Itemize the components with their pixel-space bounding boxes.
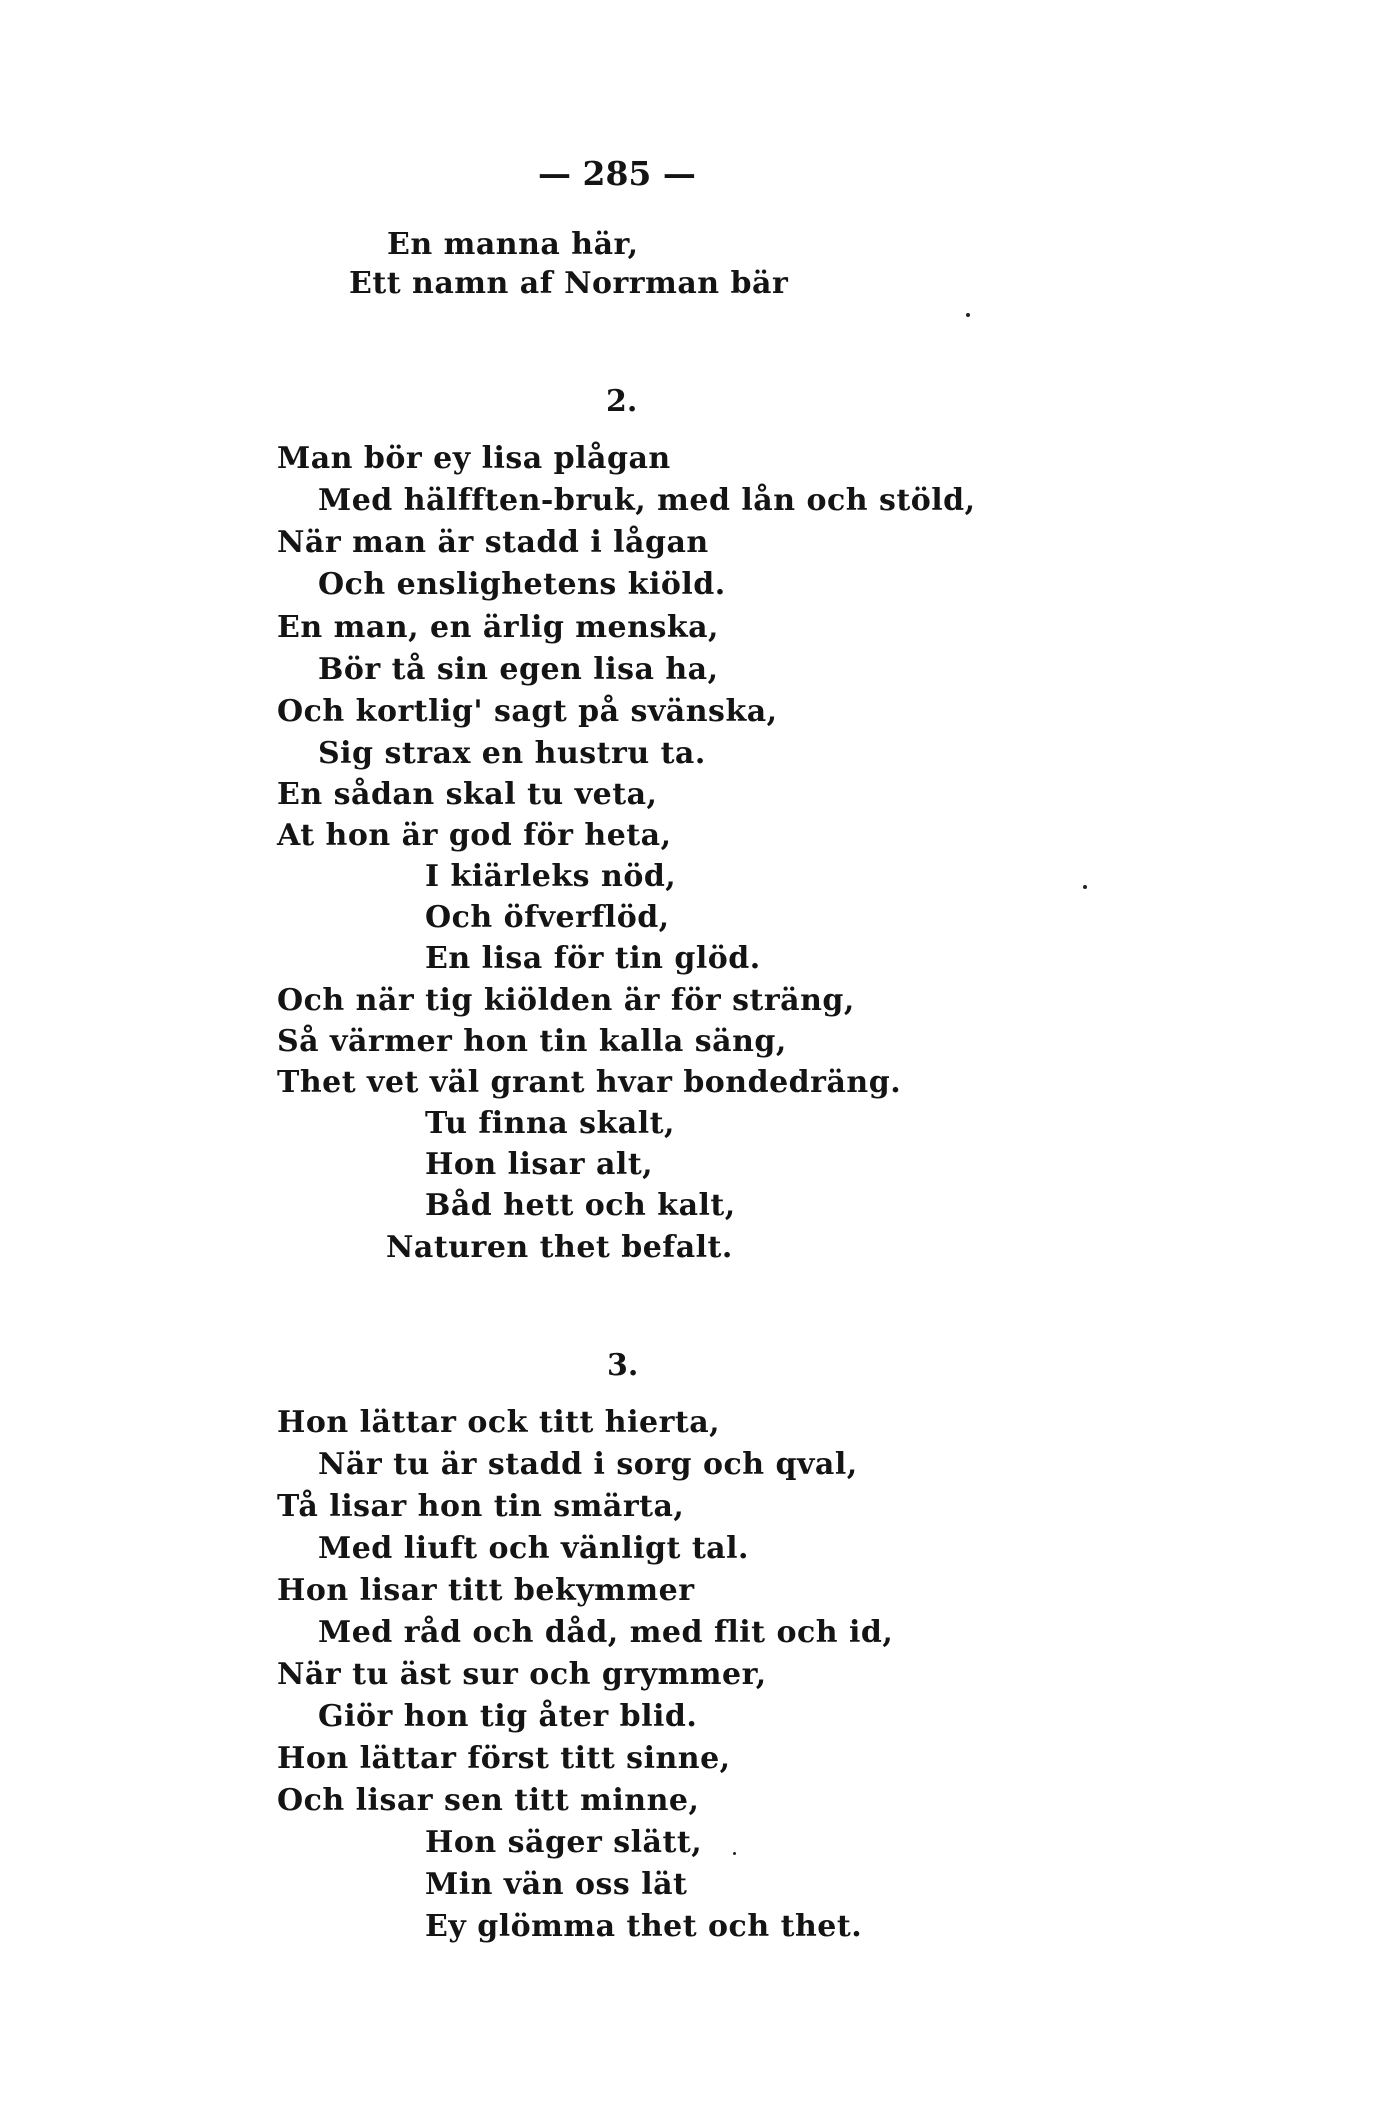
verse-line: Med liuft och vänligt tal. (318, 1531, 749, 1566)
section-number: 3. (607, 1348, 639, 1383)
verse-line: Och enslighetens kiöld. (318, 567, 726, 602)
verse-line: Hon lisar titt bekymmer (277, 1573, 695, 1608)
ink-speck (733, 1852, 736, 1855)
verse-line: Ey glömma thet och thet. (425, 1909, 863, 1944)
verse-line: En sådan skal tu veta, (277, 777, 658, 812)
section-number: 2. (606, 384, 638, 419)
verse-line: Hon säger slätt, (425, 1825, 703, 1860)
intro-line: Ett namn af Norrman bär (349, 266, 789, 301)
verse-line: Hon lättar först titt sinne, (277, 1741, 731, 1776)
verse-line: Min vän oss lät (425, 1867, 688, 1902)
verse-line: Så värmer hon tin kalla säng, (277, 1024, 787, 1059)
verse-line: Bör tå sin egen lisa ha, (318, 652, 719, 687)
verse-line: I kiärleks nöd, (425, 859, 677, 894)
verse-line: Thet vet väl grant hvar bondedräng. (277, 1065, 902, 1100)
verse-line: En man, en ärlig menska, (277, 610, 720, 645)
verse-line: När man är stadd i lågan (277, 525, 709, 560)
verse-line: Man bör ey lisa plågan (277, 441, 671, 476)
page-number: — 285 — (538, 154, 696, 193)
verse-line: Tu finna skalt, (425, 1106, 675, 1141)
verse-line: När tu är stadd i sorg och qval, (318, 1447, 858, 1482)
verse-line: Sig strax en hustru ta. (318, 736, 706, 771)
verse-line: Hon lättar ock titt hierta, (277, 1405, 721, 1440)
verse-line: Med råd och dåd, med flit och id, (318, 1615, 894, 1650)
verse-line: Och kortlig' sagt på svänska, (277, 694, 778, 729)
verse-line: När tu äst sur och grymmer, (277, 1657, 767, 1692)
verse-line: At hon är god för heta, (277, 818, 672, 853)
verse-line: Naturen thet befalt. (386, 1230, 733, 1265)
verse-line: Hon lisar alt, (425, 1147, 654, 1182)
verse-line: Och lisar sen titt minne, (277, 1783, 700, 1818)
ink-speck (1083, 885, 1087, 889)
verse-line: Giör hon tig åter blid. (318, 1699, 698, 1734)
verse-line: Och när tig kiölden är för sträng, (277, 983, 855, 1018)
intro-line: En manna här, (387, 227, 639, 262)
ink-speck (966, 313, 970, 317)
verse-line: En lisa för tin glöd. (425, 941, 761, 976)
verse-line: Tå lisar hon tin smärta, (277, 1489, 685, 1524)
verse-line: Och öfverflöd, (425, 900, 670, 935)
verse-line: Med hälfften-bruk, med lån och stöld, (318, 483, 976, 518)
verse-line: Båd hett och kalt, (425, 1188, 736, 1223)
